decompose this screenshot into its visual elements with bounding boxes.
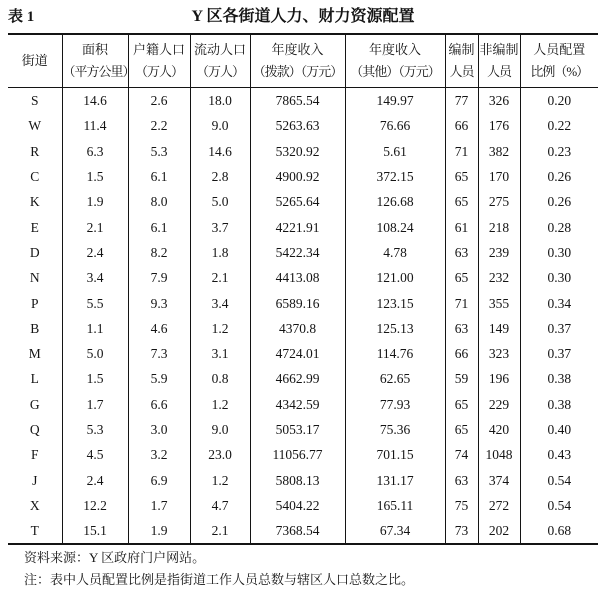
header-unit: （其他）（万元）	[350, 64, 440, 79]
explanatory-note: 注：表中人员配置比例是指街道工作人员总数与辖区人口总数之比。	[24, 572, 415, 587]
cell-floating-pop: 1.2	[190, 467, 250, 492]
cell-staff-informal: 170	[478, 164, 520, 189]
table-row	[8, 164, 598, 189]
cell-floating-pop: 3.4	[190, 290, 250, 315]
table-row	[8, 493, 598, 518]
header-staff-informal	[478, 34, 520, 88]
cell-area: 1.1	[62, 316, 128, 341]
cell-registered-pop: 6.1	[128, 214, 190, 239]
table-row	[8, 341, 598, 366]
cell-staff-formal: 75	[445, 493, 478, 518]
header-staff-formal	[445, 34, 478, 88]
cell-area: 2.1	[62, 214, 128, 239]
cell-staff-informal: 176	[478, 113, 520, 138]
cell-income-allocation: 5422.34	[250, 240, 345, 265]
cell-staffing-ratio: 0.22	[520, 113, 598, 138]
cell-income-other: 121.00	[345, 265, 445, 290]
cell-staff-formal: 65	[445, 189, 478, 214]
cell-income-other: 114.76	[345, 341, 445, 366]
source-note: 资料来源：Y 区政府门户网站。	[24, 550, 206, 565]
cell-street: L	[30, 371, 39, 387]
cell-staff-informal: 275	[478, 189, 520, 214]
cell-staffing-ratio: 0.38	[520, 392, 598, 417]
cell-registered-pop: 3.2	[128, 442, 190, 467]
cell-income-other: 165.11	[345, 493, 445, 518]
cell-income-allocation: 11056.77	[250, 442, 345, 467]
cell-floating-pop: 3.1	[190, 341, 250, 366]
cell-income-allocation: 6589.16	[250, 290, 345, 315]
cell-staff-formal: 66	[445, 113, 478, 138]
resource-table	[8, 33, 598, 545]
cell-area: 2.4	[62, 467, 128, 492]
cell-floating-pop: 9.0	[190, 417, 250, 442]
cell-street: T	[30, 523, 39, 539]
cell-income-other: 372.15	[345, 164, 445, 189]
cell-staff-formal: 63	[445, 316, 478, 341]
cell-income-allocation: 5265.64	[250, 189, 345, 214]
cell-area: 2.4	[62, 240, 128, 265]
cell-income-allocation: 4724.01	[250, 341, 345, 366]
cell-staff-informal: 218	[478, 214, 520, 239]
cell-staff-informal: 420	[478, 417, 520, 442]
cell-staffing-ratio: 0.54	[520, 493, 598, 518]
cell-area: 5.5	[62, 290, 128, 315]
cell-registered-pop: 1.9	[128, 518, 190, 544]
cell-staff-formal: 65	[445, 392, 478, 417]
cell-income-allocation: 4900.92	[250, 164, 345, 189]
cell-income-other: 123.15	[345, 290, 445, 315]
cell-registered-pop: 5.3	[128, 139, 190, 164]
cell-area: 15.1	[62, 518, 128, 544]
cell-street: M	[28, 346, 41, 362]
cell-staff-formal: 65	[445, 417, 478, 442]
header-label: 街道	[21, 53, 48, 68]
table-body	[8, 88, 598, 545]
cell-staff-formal: 77	[445, 88, 478, 114]
cell-area: 11.4	[62, 113, 128, 138]
cell-income-other: 5.61	[345, 139, 445, 164]
cell-staff-formal: 74	[445, 442, 478, 467]
cell-area: 6.3	[62, 139, 128, 164]
cell-street: J	[32, 472, 38, 488]
cell-income-allocation: 4221.91	[250, 214, 345, 239]
cell-income-allocation: 7865.54	[250, 88, 345, 114]
table-row	[8, 290, 598, 315]
cell-staff-formal: 63	[445, 240, 478, 265]
cell-floating-pop: 5.0	[190, 189, 250, 214]
table-row	[8, 113, 598, 138]
header-label: 人员	[449, 64, 474, 79]
cell-street: S	[30, 93, 39, 109]
cell-street: F	[30, 447, 39, 463]
cell-staffing-ratio: 0.30	[520, 240, 598, 265]
cell-income-allocation: 7368.54	[250, 518, 345, 544]
cell-registered-pop: 7.3	[128, 341, 190, 366]
cell-staffing-ratio: 0.23	[520, 139, 598, 164]
header-label: 人员配置	[533, 42, 586, 57]
cell-income-allocation: 5404.22	[250, 493, 345, 518]
table-row	[8, 467, 598, 492]
cell-income-other: 126.68	[345, 189, 445, 214]
header-unit: （平方公里）	[62, 64, 135, 79]
cell-staffing-ratio: 0.30	[520, 265, 598, 290]
cell-income-allocation: 5320.92	[250, 139, 345, 164]
cell-street: G	[29, 396, 40, 412]
table-number: 表 1	[8, 9, 35, 25]
cell-staffing-ratio: 0.37	[520, 316, 598, 341]
cell-income-allocation: 5053.17	[250, 417, 345, 442]
cell-staffing-ratio: 0.20	[520, 88, 598, 114]
cell-registered-pop: 2.2	[128, 113, 190, 138]
cell-staff-formal: 73	[445, 518, 478, 544]
cell-staffing-ratio: 0.37	[520, 341, 598, 366]
header-label: 流动人口	[193, 42, 246, 57]
cell-street: X	[29, 497, 40, 513]
cell-floating-pop: 2.8	[190, 164, 250, 189]
header-area	[62, 34, 135, 88]
cell-staff-informal: 323	[478, 341, 520, 366]
table-row	[8, 189, 598, 214]
cell-staff-informal: 374	[478, 467, 520, 492]
cell-area: 3.4	[62, 265, 128, 290]
cell-income-allocation: 5263.63	[250, 113, 345, 138]
table-row	[8, 442, 598, 467]
header-label: 编制	[448, 42, 475, 57]
cell-floating-pop: 2.1	[190, 265, 250, 290]
header-row	[8, 34, 598, 88]
cell-registered-pop: 8.2	[128, 240, 190, 265]
cell-street: D	[29, 244, 40, 260]
cell-income-other: 62.65	[345, 366, 445, 391]
cell-registered-pop: 6.6	[128, 392, 190, 417]
cell-floating-pop: 2.1	[190, 518, 250, 544]
cell-staffing-ratio: 0.40	[520, 417, 598, 442]
cell-registered-pop: 6.9	[128, 467, 190, 492]
cell-income-other: 77.93	[345, 392, 445, 417]
table-row	[8, 88, 598, 114]
header-street	[8, 34, 62, 88]
cell-area: 1.5	[62, 164, 128, 189]
header-income-allocation	[250, 34, 345, 88]
cell-staffing-ratio: 0.38	[520, 366, 598, 391]
cell-staff-formal: 66	[445, 341, 478, 366]
table-row	[8, 265, 598, 290]
cell-income-allocation: 5808.13	[250, 467, 345, 492]
cell-staffing-ratio: 0.28	[520, 214, 598, 239]
cell-floating-pop: 3.7	[190, 214, 250, 239]
cell-staffing-ratio: 0.34	[520, 290, 598, 315]
table-row	[8, 240, 598, 265]
cell-floating-pop: 0.8	[190, 366, 250, 391]
cell-street: Q	[29, 422, 40, 437]
table-row	[8, 139, 598, 164]
cell-income-other: 125.13	[345, 316, 445, 341]
cell-income-other: 75.36	[345, 417, 445, 442]
header-floating-pop	[190, 34, 250, 88]
table-row	[8, 392, 598, 417]
header-label: 面积	[81, 42, 108, 57]
cell-registered-pop: 2.6	[128, 88, 190, 114]
table-notes	[24, 547, 414, 591]
header-label: 非编制	[479, 42, 519, 57]
cell-staff-formal: 65	[445, 265, 478, 290]
header-unit: （万人）	[195, 64, 244, 79]
table-row	[8, 316, 598, 341]
cell-registered-pop: 9.3	[128, 290, 190, 315]
table-row	[8, 214, 598, 239]
cell-staffing-ratio: 0.26	[520, 189, 598, 214]
cell-staffing-ratio: 0.68	[520, 518, 598, 544]
cell-staff-informal: 326	[478, 88, 520, 114]
cell-area: 4.5	[62, 442, 128, 467]
cell-income-other: 76.66	[345, 113, 445, 138]
cell-street: B	[30, 320, 40, 336]
cell-staffing-ratio: 0.26	[520, 164, 598, 189]
header-label: 年度收入	[271, 42, 324, 57]
cell-income-other: 131.17	[345, 467, 445, 492]
cell-staff-formal: 65	[445, 164, 478, 189]
cell-staff-formal: 71	[445, 290, 478, 315]
cell-staff-informal: 229	[478, 392, 520, 417]
cell-income-other: 67.34	[345, 518, 445, 544]
cell-staff-formal: 63	[445, 467, 478, 492]
header-label: 户籍人口	[132, 42, 185, 57]
cell-staff-informal: 202	[478, 518, 520, 544]
table-header	[8, 34, 598, 88]
cell-area: 1.7	[62, 392, 128, 417]
cell-area: 14.6	[62, 88, 128, 114]
cell-income-allocation: 4370.8	[250, 316, 345, 341]
cell-floating-pop: 23.0	[190, 442, 250, 467]
table-title: Y 区各街道人力、财力资源配置	[191, 8, 415, 25]
cell-staff-informal: 149	[478, 316, 520, 341]
cell-staff-informal: 272	[478, 493, 520, 518]
cell-floating-pop: 4.7	[190, 493, 250, 518]
cell-staffing-ratio: 0.43	[520, 442, 598, 467]
cell-registered-pop: 3.0	[128, 417, 190, 442]
cell-income-other: 701.15	[345, 442, 445, 467]
header-registered-pop	[128, 34, 190, 88]
cell-income-other: 4.78	[345, 240, 445, 265]
cell-floating-pop: 18.0	[190, 88, 250, 114]
cell-floating-pop: 9.0	[190, 113, 250, 138]
cell-staff-formal: 71	[445, 139, 478, 164]
table-row	[8, 366, 598, 391]
cell-staff-informal: 196	[478, 366, 520, 391]
cell-staff-informal: 382	[478, 139, 520, 164]
header-label: 人员	[486, 64, 511, 79]
cell-floating-pop: 1.2	[190, 316, 250, 341]
header-unit: （拨款）（万元）	[252, 64, 343, 79]
cell-staffing-ratio: 0.54	[520, 467, 598, 492]
cell-income-allocation: 4342.59	[250, 392, 345, 417]
cell-registered-pop: 8.0	[128, 189, 190, 214]
cell-street: E	[30, 219, 39, 235]
cell-staff-formal: 61	[445, 214, 478, 239]
cell-floating-pop: 1.2	[190, 392, 250, 417]
cell-floating-pop: 14.6	[190, 139, 250, 164]
cell-registered-pop: 4.6	[128, 316, 190, 341]
cell-income-allocation: 4662.99	[250, 366, 345, 391]
cell-registered-pop: 6.1	[128, 164, 190, 189]
cell-area: 5.0	[62, 341, 128, 366]
cell-street: N	[29, 270, 40, 286]
header-unit: （万人）	[134, 64, 183, 79]
cell-income-allocation: 4413.08	[250, 265, 345, 290]
cell-staff-informal: 1048	[478, 442, 520, 467]
cell-area: 5.3	[62, 417, 128, 442]
cell-street: P	[30, 295, 39, 311]
cell-floating-pop: 1.8	[190, 240, 250, 265]
header-income-other	[345, 34, 445, 88]
cell-registered-pop: 5.9	[128, 366, 190, 391]
cell-registered-pop: 1.7	[128, 493, 190, 518]
cell-area: 12.2	[62, 493, 128, 518]
header-staffing-ratio	[520, 34, 598, 88]
cell-registered-pop: 7.9	[128, 265, 190, 290]
cell-staff-informal: 232	[478, 265, 520, 290]
cell-staff-informal: 355	[478, 290, 520, 315]
cell-street: K	[29, 194, 40, 210]
cell-income-other: 149.97	[345, 88, 445, 114]
table-caption	[8, 6, 598, 28]
cell-street: C	[30, 169, 40, 185]
table-row	[8, 417, 598, 442]
cell-street: W	[28, 118, 42, 134]
header-label: 年度收入	[368, 42, 421, 57]
cell-staff-formal: 59	[445, 366, 478, 391]
table-row	[8, 518, 598, 544]
cell-income-other: 108.24	[345, 214, 445, 239]
header-unit: 比例（%）	[530, 64, 589, 79]
cell-street: R	[30, 143, 40, 159]
cell-area: 1.5	[62, 366, 128, 391]
cell-area: 1.9	[62, 189, 128, 214]
cell-staff-informal: 239	[478, 240, 520, 265]
